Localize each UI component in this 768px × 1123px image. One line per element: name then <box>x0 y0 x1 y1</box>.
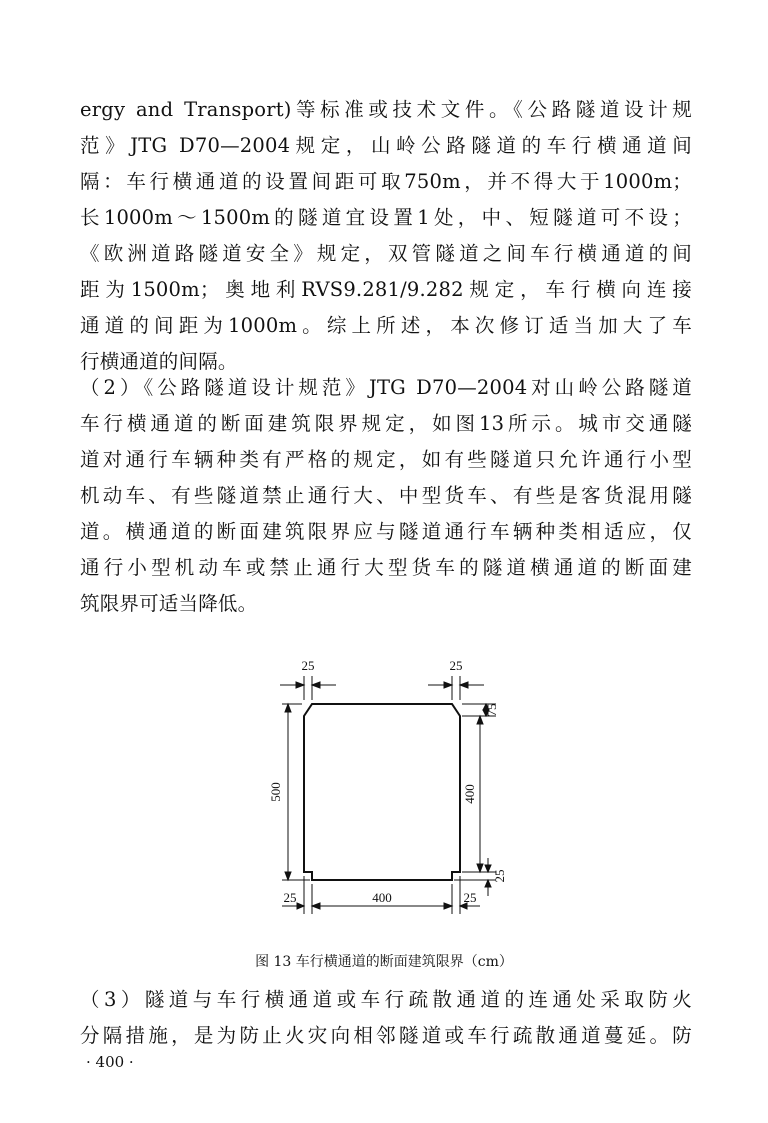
text-line: 通行小型机动车或禁止通行大型货车的隧道横通道的断面建 <box>80 556 692 579</box>
clearance-diagram <box>258 640 518 920</box>
clearance-figure <box>258 640 518 920</box>
paragraph-3 <box>80 982 692 1054</box>
text-line: 通道的间距为1000m。综上所述，本次修订适当加大了车 <box>80 314 692 337</box>
text-line: 隔：车行横通道的设置间距可取750m，并不得大于1000m； <box>80 170 692 193</box>
dim-top-left: 25 <box>301 658 315 673</box>
dim-curb-height: 25 <box>492 869 507 883</box>
text-line: 分隔措施，是为防止火灾向相邻隧道或车行疏散通道蔓延。防 <box>80 1024 692 1047</box>
dim-bottom-left: 25 <box>283 890 297 905</box>
dim-top-right: 25 <box>449 658 463 673</box>
text-line: 机动车、有些隧道禁止通行大、中型货车、有些是客货混用隧 <box>80 484 692 507</box>
clearance-outline <box>304 704 460 880</box>
text-line: 长1000m～1500m的隧道宜设置1处，中、短隧道可不设； <box>80 206 692 229</box>
text-line: 距为1500m；奥地利RVS9.281/9.282规定，车行横向连接 <box>80 278 692 301</box>
text-line: （2）《公路隧道设计规范》JTG D70—2004对山岭公路隧道 <box>80 376 692 399</box>
dim-chamfer-height: 75 <box>484 703 499 717</box>
text-line: 筑限界可适当降低。 <box>80 592 258 615</box>
text-line: 道。横通道的断面建筑限界应与隧道通行车辆种类相适应，仅 <box>80 520 692 543</box>
dim-total-height: 500 <box>268 782 283 802</box>
text-line: ergy and Transport)等标准或技术文件。《公路隧道设计规 <box>80 98 692 121</box>
dim-side-height: 400 <box>462 784 477 804</box>
text-line: 车行横通道的断面建筑限界规定，如图13所示。城市交通隧 <box>80 412 692 435</box>
text-line: 《欧洲道路隧道安全》规定，双管隧道之间车行横通道的间 <box>80 242 692 265</box>
figure-caption: 图 13 车行横通道的断面建筑限界（cm） <box>255 954 513 970</box>
page-number: · 400 · <box>86 1053 134 1071</box>
text-line: 道对通行车辆种类有严格的规定，如有些隧道只允许通行小型 <box>80 448 692 471</box>
text-line: 范》JTG D70—2004规定，山岭公路隧道的车行横通道间 <box>80 134 692 157</box>
dim-bottom-width: 400 <box>372 890 392 905</box>
paragraph-2 <box>80 370 692 622</box>
text-line: 行横通道的间隔。 <box>80 350 238 373</box>
text-line: （3）隧道与车行横通道或车行疏散通道的连通处采取防火 <box>80 988 692 1011</box>
paragraph-1 <box>80 92 692 380</box>
dim-bottom-right: 25 <box>463 890 477 905</box>
